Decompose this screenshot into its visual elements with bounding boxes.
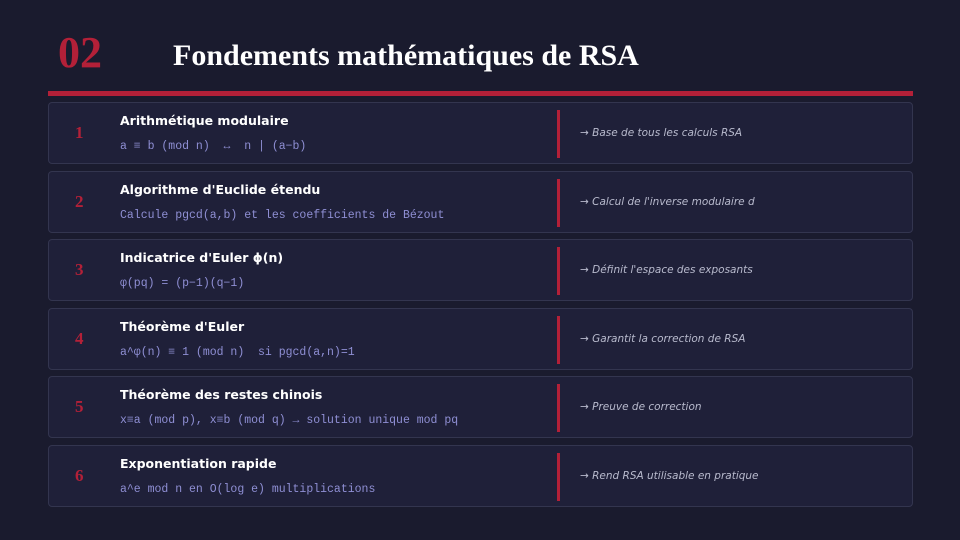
row-title: Exponentiation rapide <box>120 455 277 471</box>
row-number: 1 <box>75 123 84 142</box>
concept-row <box>48 445 913 507</box>
title-rule <box>48 91 913 96</box>
row-title: Théorème des restes chinois <box>120 387 323 403</box>
row-note: → Définit l'espace des exposants <box>580 264 753 277</box>
row-formula: a ≡ b (mod n) ↔ n | (a−b) <box>120 140 307 153</box>
row-formula: x≡a (mod p), x≡b (mod q) → solution unique mod pq <box>120 414 459 428</box>
concept-row <box>48 171 913 233</box>
row-number: 5 <box>75 397 84 417</box>
slide-title: Fondements mathématiques de RSA <box>173 39 639 72</box>
row-separator <box>557 247 560 295</box>
row-note: → Preuve de correction <box>580 401 702 414</box>
row-formula: φ(pq) = (p−1)(q−1) <box>120 277 245 291</box>
row-title: Arithmétique modulaire <box>120 113 289 128</box>
row-separator <box>557 384 560 432</box>
slide-number: 02 <box>58 28 102 77</box>
row-title: Indicatrice d'Euler ϕ(n) <box>120 250 284 266</box>
row-title: Algorithme d'Euclide étendu <box>120 181 321 197</box>
row-separator <box>557 110 560 158</box>
row-note: → Garantit la correction de RSA <box>580 332 746 345</box>
row-note: → Rend RSA utilisable en pratique <box>580 469 759 482</box>
row-separator <box>557 316 560 364</box>
row-formula: a^e mod n en O(log e) multiplications <box>120 482 376 496</box>
row-note: → Base de tous les calculs RSA <box>580 127 743 139</box>
row-formula: a^φ(n) ≡ 1 (mod n) si pgcd(a,n)=1 <box>120 345 355 359</box>
row-title: Théorème d'Euler <box>120 318 245 334</box>
row-number: 2 <box>75 191 84 211</box>
row-formula: Calcule pgcd(a,b) et les coefficients de Bézout <box>120 208 445 222</box>
row-number: 4 <box>75 328 84 348</box>
concept-row <box>48 102 913 164</box>
row-number: 3 <box>75 260 84 280</box>
row-separator <box>557 453 560 501</box>
row-separator <box>557 179 560 227</box>
concept-row <box>48 239 913 301</box>
row-note: → Calcul de l'inverse modulaire d <box>580 195 755 208</box>
concept-row <box>48 308 913 370</box>
row-number: 6 <box>75 465 84 485</box>
concept-list <box>48 102 913 514</box>
concept-row <box>48 376 913 438</box>
